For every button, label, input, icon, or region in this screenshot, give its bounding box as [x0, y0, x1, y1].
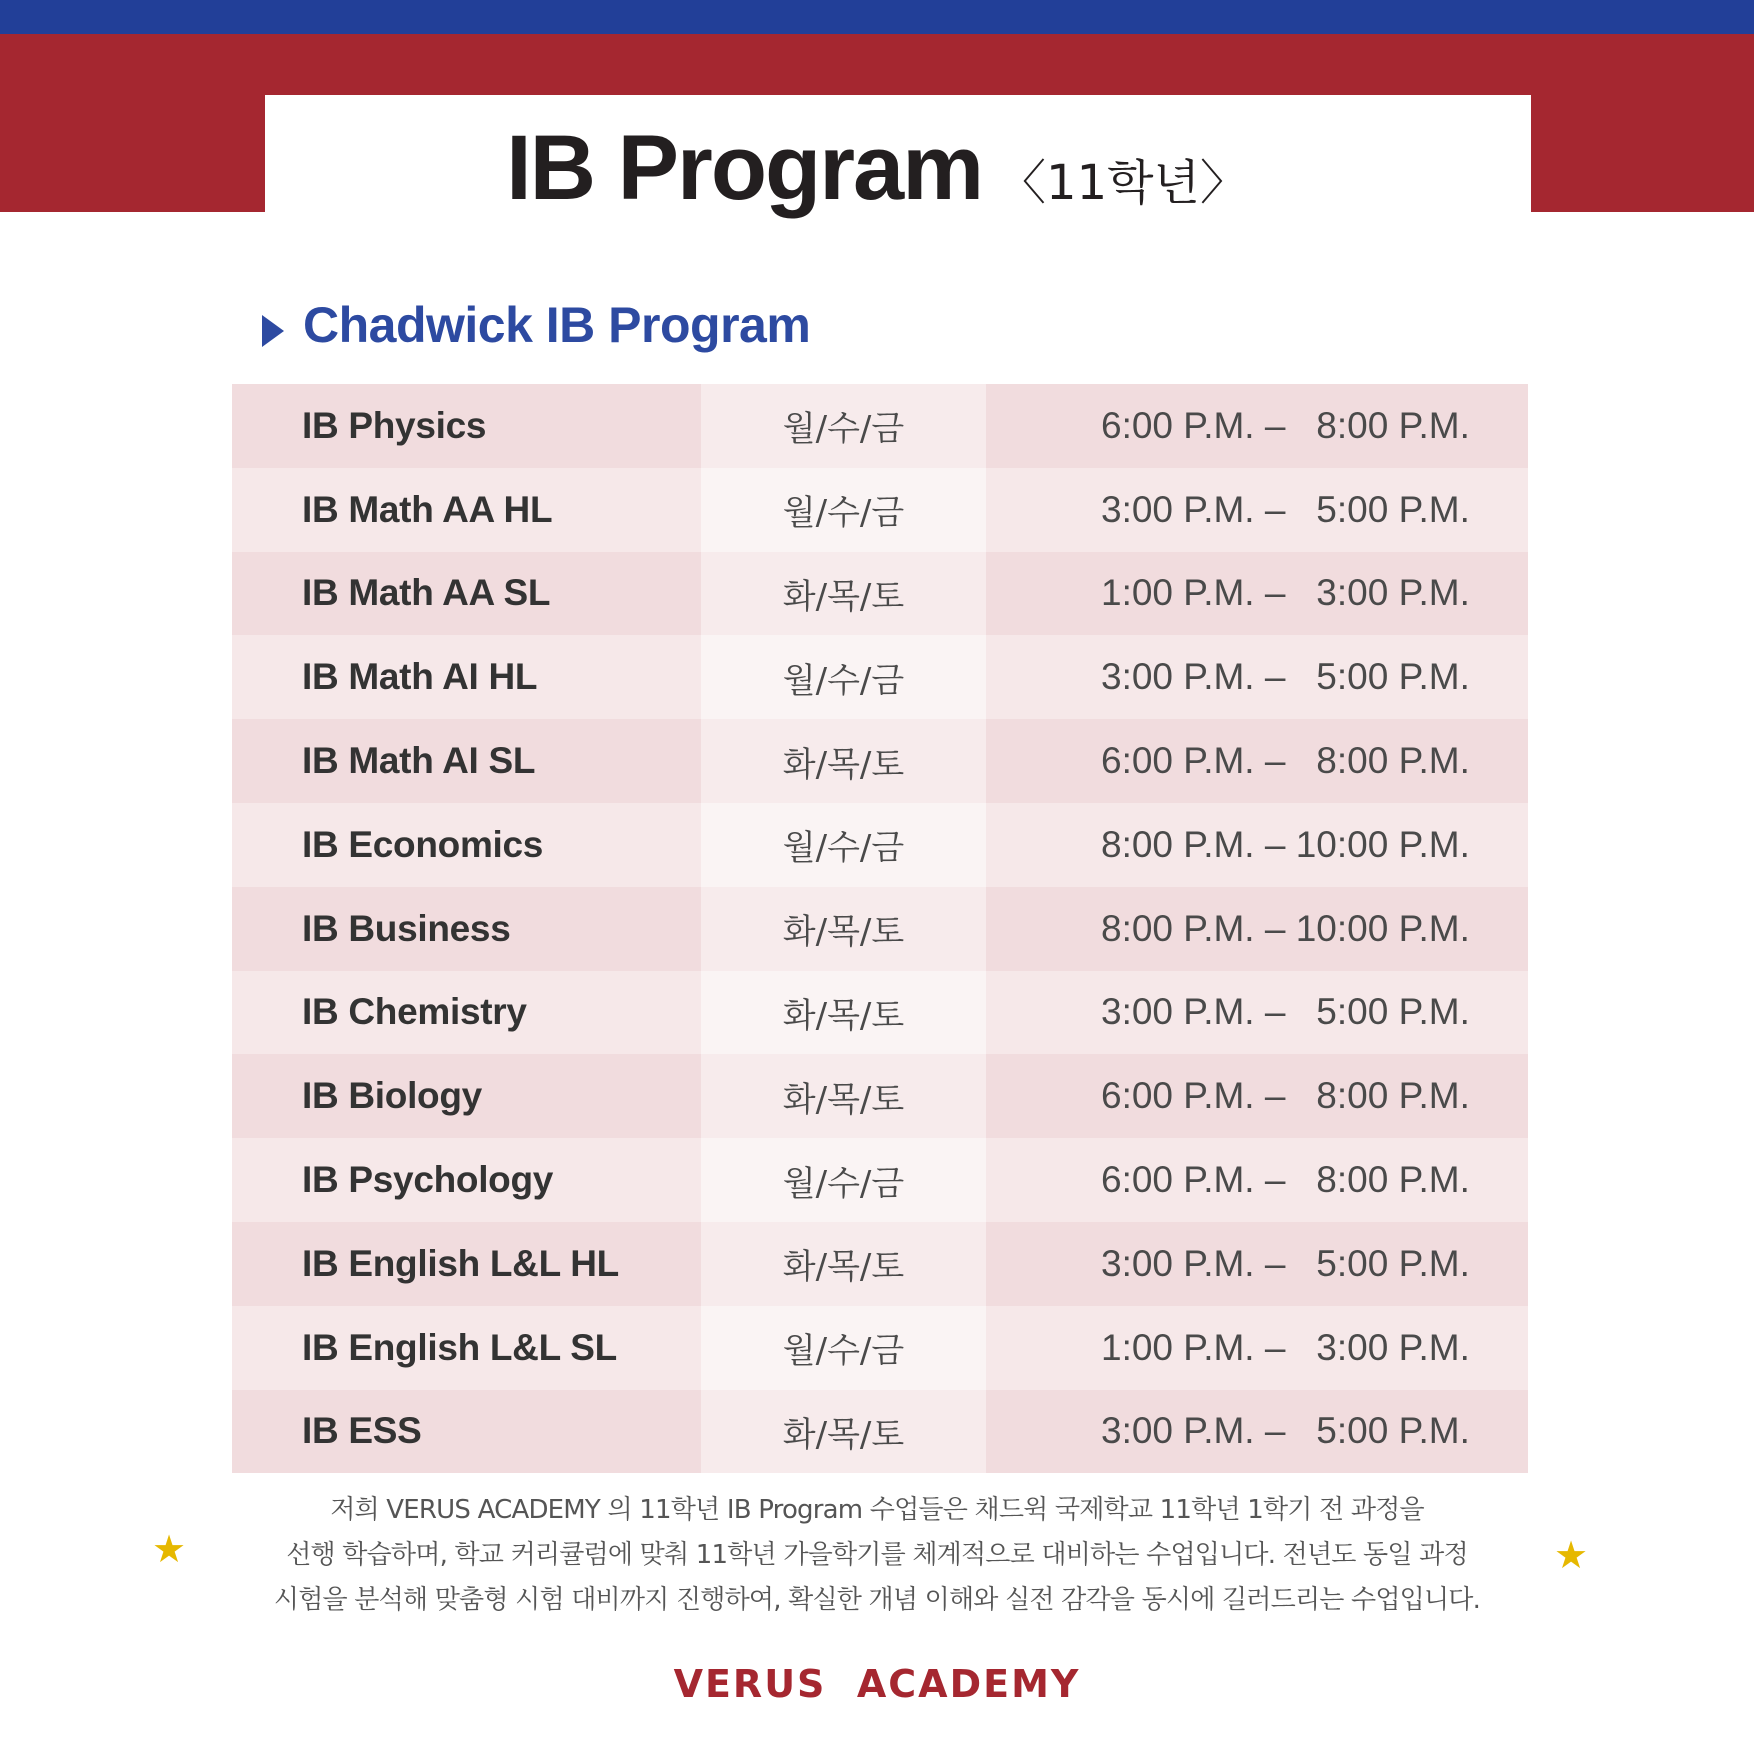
days-cell: 화/목/토	[701, 1390, 986, 1474]
section-title: Chadwick IB Program	[303, 297, 811, 353]
table-row	[232, 719, 1528, 803]
course-cell: IB ESS	[232, 1390, 701, 1474]
table-row	[232, 468, 1528, 552]
time-cell: 6:00 P.M. – 8:00 P.M.	[986, 719, 1528, 803]
course-cell: IB Physics	[232, 384, 701, 468]
days-cell: 월/수/금	[701, 1306, 986, 1390]
course-cell: IB Biology	[232, 1054, 701, 1138]
course-cell: IB English L&L SL	[232, 1306, 701, 1390]
triangle-right-icon	[262, 315, 284, 347]
days-cell: 화/목/토	[701, 1222, 986, 1306]
schedule-table	[232, 384, 1528, 1473]
table-row	[232, 1222, 1528, 1306]
top-blue-band	[0, 0, 1754, 34]
description-line: 저희 VERUS ACADEMY 의 11학년 IB Program 수업들은 채드윅 국제학교 11학년 1학기 전 과정을	[330, 1495, 1424, 1525]
table-row	[232, 384, 1528, 468]
days-cell: 월/수/금	[701, 1138, 986, 1222]
days-cell: 화/목/토	[701, 971, 986, 1055]
days-cell: 월/수/금	[701, 468, 986, 552]
description-line: 선행 학습하며, 학교 커리큘럼에 맞춰 11학년 가을학기를 체계적으로 대비하는 수업입니다. 전년도 동일 과정	[286, 1540, 1468, 1570]
course-cell: IB Economics	[232, 803, 701, 887]
days-cell: 월/수/금	[701, 384, 986, 468]
days-cell: 월/수/금	[701, 635, 986, 719]
time-cell: 3:00 P.M. – 5:00 P.M.	[986, 971, 1528, 1055]
days-cell: 화/목/토	[701, 719, 986, 803]
course-cell: IB Math AI SL	[232, 719, 701, 803]
table-row	[232, 887, 1528, 971]
course-cell: IB Chemistry	[232, 971, 701, 1055]
course-cell: IB English L&L HL	[232, 1222, 701, 1306]
time-cell: 3:00 P.M. – 5:00 P.M.	[986, 635, 1528, 719]
days-cell: 화/목/토	[701, 552, 986, 636]
table-row	[232, 1138, 1528, 1222]
table-row	[232, 552, 1528, 636]
days-cell: 월/수/금	[701, 803, 986, 887]
table-row	[232, 1306, 1528, 1390]
course-cell: IB Psychology	[232, 1138, 701, 1222]
time-cell: 6:00 P.M. – 8:00 P.M.	[986, 1138, 1528, 1222]
page-title	[0, 117, 1754, 219]
star-icon: ★	[152, 1527, 187, 1571]
title-grade: 〈11학년〉	[998, 155, 1248, 211]
table-row	[232, 1054, 1528, 1138]
table-row	[232, 635, 1528, 719]
time-cell: 6:00 P.M. – 8:00 P.M.	[986, 1054, 1528, 1138]
table-row	[232, 803, 1528, 887]
time-cell: 1:00 P.M. – 3:00 P.M.	[986, 1306, 1528, 1390]
table-row	[232, 1390, 1528, 1474]
title-main: IB Program	[506, 117, 983, 219]
description	[200, 1488, 1554, 1623]
time-cell: 1:00 P.M. – 3:00 P.M.	[986, 552, 1528, 636]
time-cell: 6:00 P.M. – 8:00 P.M.	[986, 384, 1528, 468]
star-icon: ★	[1554, 1533, 1589, 1577]
brand-logo: VERUS ACADEMY	[673, 1662, 1081, 1706]
time-cell: 3:00 P.M. – 5:00 P.M.	[986, 1390, 1528, 1474]
description-line: 시험을 분석해 맞춤형 시험 대비까지 진행하여, 확실한 개념 이해와 실전 감각을 동시에 길러드리는 수업입니다.	[273, 1585, 1481, 1615]
time-cell: 3:00 P.M. – 5:00 P.M.	[986, 468, 1528, 552]
days-cell: 화/목/토	[701, 1054, 986, 1138]
time-cell: 8:00 P.M. – 10:00 P.M.	[986, 803, 1528, 887]
course-cell: IB Math AA HL	[232, 468, 701, 552]
table-row	[232, 971, 1528, 1055]
time-cell: 8:00 P.M. – 10:00 P.M.	[986, 887, 1528, 971]
course-cell: IB Math AA SL	[232, 552, 701, 636]
course-cell: IB Math AI HL	[232, 635, 701, 719]
days-cell: 화/목/토	[701, 887, 986, 971]
time-cell: 3:00 P.M. – 5:00 P.M.	[986, 1222, 1528, 1306]
course-cell: IB Business	[232, 887, 701, 971]
